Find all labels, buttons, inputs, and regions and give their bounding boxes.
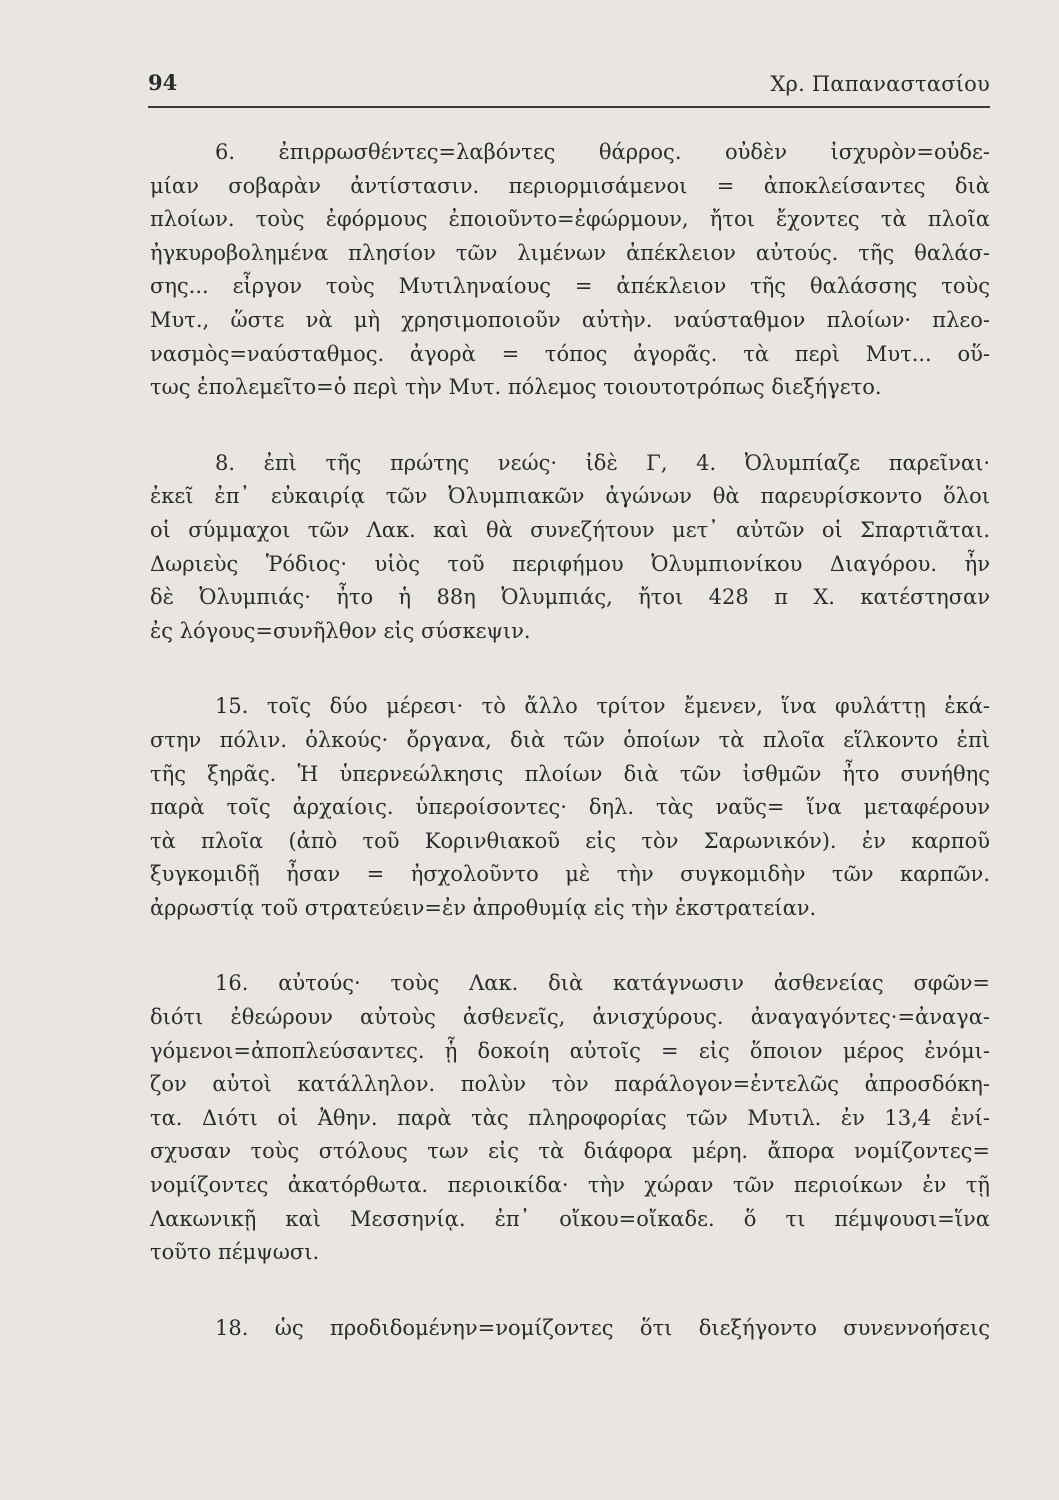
text-line: πλοίων. τοὺς ἐφόρμους ἐποιοῦντο=ἐφώρμουν, ἤτοι ἔχοντες τὰ πλοῖα xyxy=(150,207,990,232)
text-line: 18. ὡς προδιδομένην=νομίζοντες ὅτι διεξήγοντο συνεννοήσεις xyxy=(215,1315,990,1340)
text-line: τῆς ξηρᾶς. Ἡ ὑπερνεώλκησις πλοίων διὰ τῶν ἰσθμῶν ἦτο συνήθης xyxy=(150,761,990,786)
text-line: δὲ Ὀλυμπιάς· ἦτο ἡ 88η Ὀλυμπιάς, ἤτοι 428 π Χ. κατέστησαν xyxy=(150,585,990,610)
text-line: τοῦτο πέμψωσι. xyxy=(150,1240,320,1265)
text-line: 8. ἐπὶ τῆς πρώτης νεώς· ἰδὲ Γ, 4. Ὀλυμπίαζε παρεῖναι· xyxy=(215,450,990,475)
text-line: σχυσαν τοὺς στόλους των εἰς τὰ διάφορα μέρη. ἄπορα νομίζοντες= xyxy=(150,1139,990,1164)
text-line: 6. ἐπιρρωσθέντες=λαβόντες θάρρος. οὐδὲν ἰσχυρὸν=οὐδε- xyxy=(215,140,990,164)
text-line: στην πόλιν. ὁλκούς· ὄργανα, διὰ τῶν ὁποίων τὰ πλοῖα εἵλκοντο ἐπὶ xyxy=(150,727,990,752)
text-line: 16. αὐτούς· τοὺς Λακ. διὰ κατάγνωσιν ἀσθενείας σφῶν= xyxy=(215,971,990,996)
text-line: ἐς λόγους=συνῆλθον εἰς σύσκεψιν. xyxy=(150,618,531,643)
page-number: 94 xyxy=(148,70,178,95)
text-line: ξυγκομιδῇ ἦσαν = ἠσχολοῦντο μὲ τὴν συγκομιδὴν τῶν καρπῶν. xyxy=(150,862,990,887)
note-paragraph xyxy=(150,447,990,649)
page-header xyxy=(148,70,990,110)
header-rule xyxy=(148,106,990,108)
text-line: τα. Διότι οἱ Ἀθην. παρὰ τὰς πληροφορίας τῶν Μυτιλ. ἐν 13,4 ἐνί- xyxy=(150,1105,990,1130)
text-line: παρὰ τοῖς ἀρχαίοις. ὑπεροίσοντες· δηλ. τὰς ναῦς= ἵνα μεταφέρουν xyxy=(150,795,990,820)
note-paragraph xyxy=(150,690,990,925)
text-line: ἀρρωστίᾳ τοῦ στρατεύειν=ἐν ἀπροθυμίᾳ εἰς τὴν ἐκστρατείαν. xyxy=(150,895,817,920)
note-paragraph xyxy=(150,967,990,1269)
text-line: 15. τοῖς δύο μέρεσι· τὸ ἄλλο τρίτον ἔμενεν, ἵνα φυλάττῃ ἑκά- xyxy=(215,694,990,719)
text-line: Μυτ., ὥστε νὰ μὴ χρησιμοποιοῦν αὐτὴν. ναύσταθμον πλοίων· πλεο- xyxy=(150,307,990,332)
text-line: νασμὸς=ναύσταθμος. ἀγορὰ = τόπος ἀγορᾶς. τὰ περὶ Μυτ... οὕ- xyxy=(150,341,990,366)
text-line: οἱ σύμμαχοι τῶν Λακ. καὶ θὰ συνεζήτουν μετ᾽ αὐτῶν οἱ Σπαρτιᾶται. xyxy=(150,517,990,542)
text-line: ἐκεῖ ἐπ᾽ εὐκαιρίᾳ τῶν Ὀλυμπιακῶν ἀγώνων θὰ παρευρίσκοντο ὅλοι xyxy=(150,484,990,509)
text-line: ἠγκυροβολημένα πλησίον τῶν λιμένων ἀπέκλειον αὐτούς. τῆς θαλάσ- xyxy=(150,240,990,265)
text-line: Δωριεὺς Ῥόδιος· υἱὸς τοῦ περιφήμου Ὀλυμπιονίκου Διαγόρου. ἦν xyxy=(150,551,990,576)
text-line: τὰ πλοῖα (ἀπὸ τοῦ Κορινθιακοῦ εἰς τὸν Σαρωνικόν). ἐν καρποῦ xyxy=(150,828,990,853)
running-title: Χρ. Παπαναστασίου xyxy=(770,72,990,96)
text-line: διότι ἐθεώρουν αὐτοὺς ἀσθενεῖς, ἀνισχύρους. ἀναγαγόντες·=ἀναγα- xyxy=(150,1005,990,1030)
text-line: τως ἐπολεμεῖτο=ὁ περὶ τὴν Μυτ. πόλεμος τοιουτοτρόπως διεξήγετο. xyxy=(150,375,882,400)
text-line: νομίζοντες ἀκατόρθωτα. περιοικίδα· τὴν χώραν τῶν περιοίκων ἐν τῇ xyxy=(150,1173,990,1198)
note-paragraph xyxy=(150,1312,990,1346)
text-line: μίαν σοβαρὰν ἀντίστασιν. περιορμισάμενοι = ἀποκλείσαντες διὰ xyxy=(150,173,990,198)
text-line: ζον αὐτοὶ κατάλληλον. πολὺν τὸν παράλογον=ἐντελῶς ἀπροσδόκη- xyxy=(150,1072,990,1097)
text-line: γόμενοι=ἀποπλεύσαντες. ᾗ δοκοίη αὐτοῖς = εἰς ὅποιον μέρος ἐνόμι- xyxy=(150,1038,990,1063)
commentary-text xyxy=(150,136,990,1387)
note-paragraph xyxy=(150,136,990,405)
text-line: Λακωνικῇ καὶ Μεσσηνίᾳ. ἐπ᾽ οἴκου=οἴκαδε. ὅ τι πέμψουσι=ἵνα xyxy=(150,1206,990,1231)
text-line: σης... εἶργον τοὺς Μυτιληναίους = ἀπέκλειον τῆς θαλάσσης τοὺς xyxy=(150,274,990,299)
